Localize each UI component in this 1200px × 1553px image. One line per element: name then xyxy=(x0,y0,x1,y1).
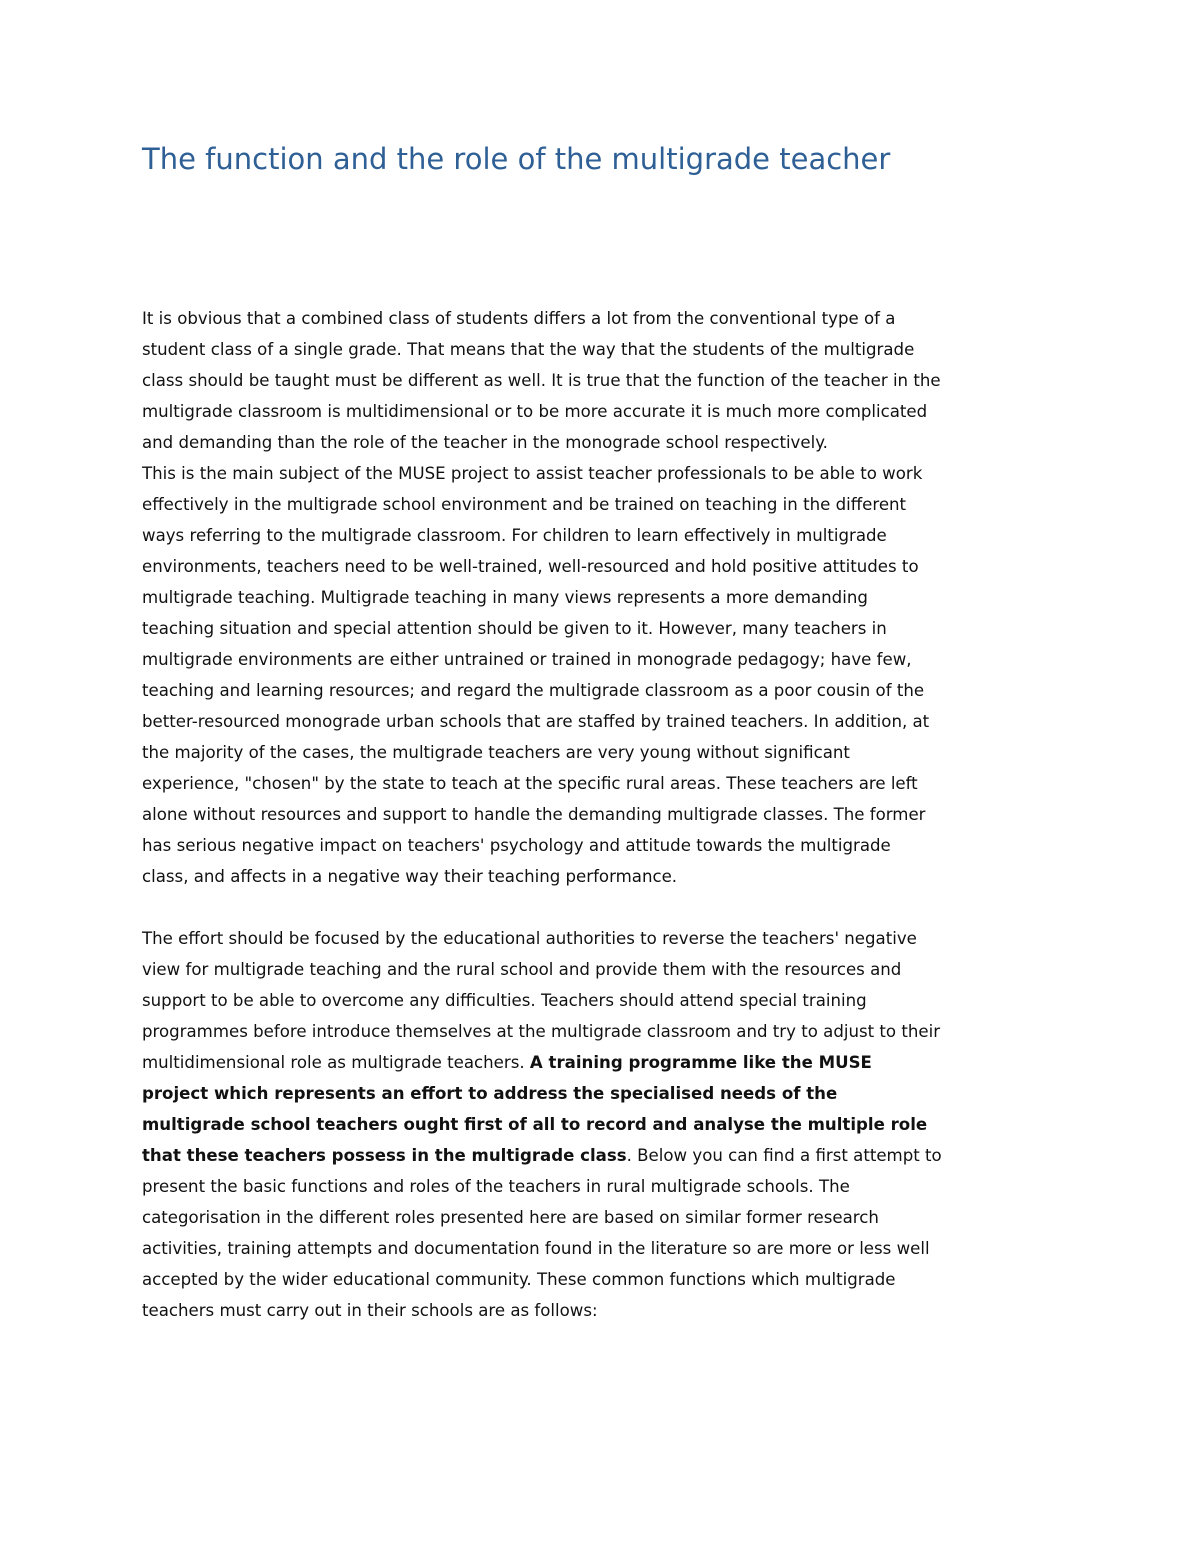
paragraph-training-intro: The effort should be focused by the educational authorities to reverse the teachers' negative view for multigrade teaching and the rural school and provide them with the resources and support to be able to overcome any difficulties. Teachers should attend special training programmes before introduce themselves at the multigrade classroom and try to adjust to their multidimensional role as multigrade teachers. xyxy=(142,929,941,1072)
page-title: The function and the role of the multigrade teacher xyxy=(142,142,891,176)
paragraph-intro: It is obvious that a combined class of students differs a lot from the conventional type of a student class of a single grade. That means that the way that the students of the multigrade class should be taught must be different as well. It is true that the function of the teacher in the multigrade classroom is multidimensional or to be more accurate it is much more complicated and demanding than the role of the teacher in the monograde school respectively. xyxy=(142,309,941,452)
paragraph-training-rest: . Below you can find a first attempt to present the basic functions and roles of the teachers in rural multigrade schools. The categorisation in the different roles presented here are based on similar former research activities, training attempts and documentation found in the literature so are more or less well accepted by the wider educational community. These common functions which multigrade teachers must carry out in their schools are as follows: xyxy=(142,1146,942,1320)
paragraph-muse-project: This is the main subject of the MUSE project to assist teacher professionals to be able to work effectively in the multigrade school environment and be trained on teaching in the different ways referring to the multigrade classroom. For children to learn effectively in multigrade environments, teachers need to be well-trained, well-resourced and hold positive attitudes to multigrade teaching. Multigrade teaching in many views represents a more demanding teaching situation and special attention should be given to it. However, many teachers in multigrade environments are either untrained or trained in monograde pedagogy; have few, teaching and learning resources; and regard the multigrade classroom as a poor cousin of the better-resourced monograde urban schools that are staffed by trained teachers. In addition, at the majority of the cases, the multigrade teachers are very young without significant experience, "chosen" by the state to teach at the specific rural areas. These teachers are left alone without resources and support to handle the demanding multigrade classes. The former has serious negative impact on teachers' psychology and attitude towards the multigrade class, and affects in a negative way their teaching performance. xyxy=(142,464,930,886)
document-body xyxy=(142,303,942,1326)
paragraph-training-emphasis: A training programme like the MUSE project which represents an effort to address the specialised needs of the multigrade school teachers ought first of all to record and analyse the multiple role that these teachers possess in the multigrade class xyxy=(142,1053,928,1165)
paragraph-training-effort xyxy=(142,923,942,1326)
